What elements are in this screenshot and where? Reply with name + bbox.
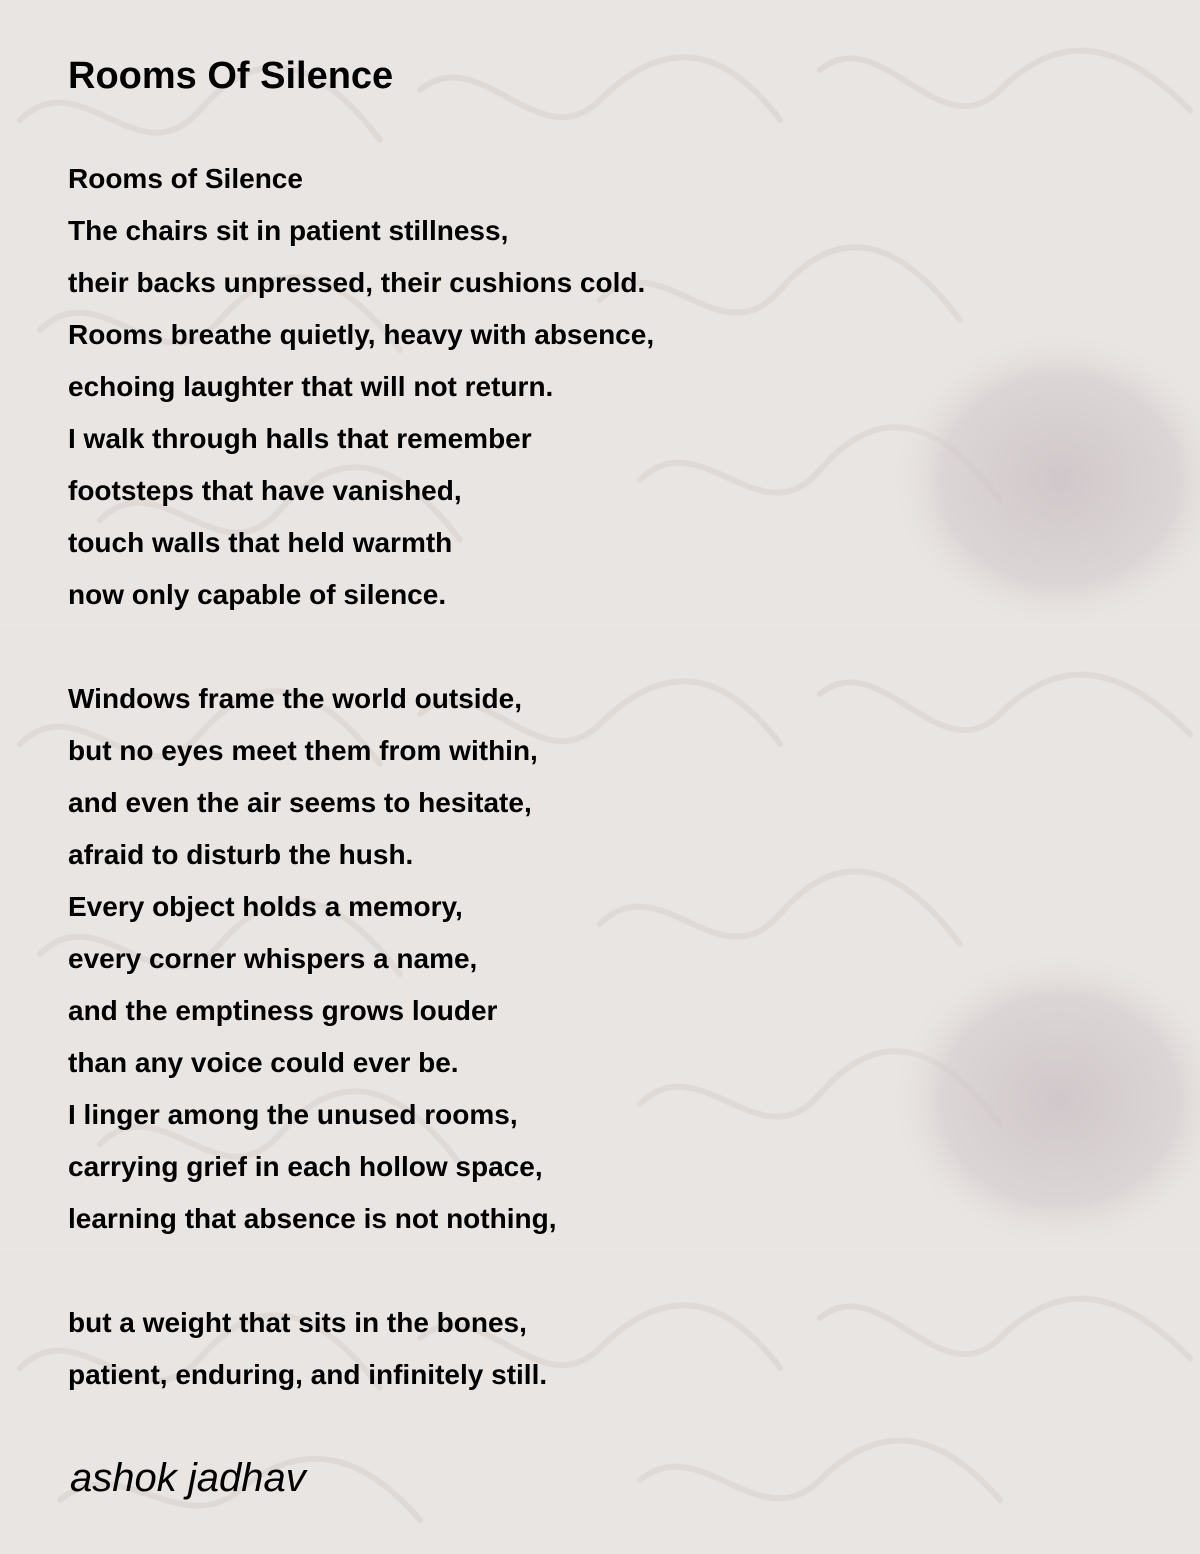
poem-line: but no eyes meet them from within, [68, 735, 538, 766]
stanza-1 [68, 153, 1068, 621]
stanza-2 [68, 673, 1068, 1245]
poem-line: echoing laughter that will not return. [68, 371, 554, 402]
poem-line: learning that absence is not nothing, [68, 1203, 557, 1234]
poem-line: every corner whispers a name, [68, 943, 478, 974]
poem-line: carrying grief in each hollow space, [68, 1151, 543, 1182]
poem-line: I linger among the unused rooms, [68, 1099, 518, 1130]
poem-line: but a weight that sits in the bones, [68, 1307, 527, 1338]
poem-title: Rooms Of Silence [68, 55, 394, 97]
poem-line: and even the air seems to hesitate, [68, 787, 532, 818]
author-signature: ashok jadhav [70, 1456, 306, 1500]
stanza-3 [68, 1297, 1068, 1401]
poem-line: their backs unpressed, their cushions cold. [68, 267, 646, 298]
poem-line: footsteps that have vanished, [68, 475, 462, 506]
poem-line: Rooms of Silence [68, 163, 303, 194]
poem-line: touch walls that held warmth [68, 527, 453, 558]
poem-line: Rooms breathe quietly, heavy with absence, [68, 319, 655, 350]
poem-line: afraid to disturb the hush. [68, 839, 414, 870]
poem-line: Every object holds a memory, [68, 891, 463, 922]
poem-line: now only capable of silence. [68, 579, 447, 610]
poem-line: Windows frame the world outside, [68, 683, 523, 714]
poem-line: The chairs sit in patient stillness, [68, 215, 509, 246]
poem-body [68, 153, 1068, 1401]
poem-line: I walk through halls that remember [68, 423, 532, 454]
poem-line: and the emptiness grows louder [68, 995, 498, 1026]
poem-line: patient, enduring, and infinitely still. [68, 1359, 548, 1390]
poem-line: than any voice could ever be. [68, 1047, 459, 1078]
